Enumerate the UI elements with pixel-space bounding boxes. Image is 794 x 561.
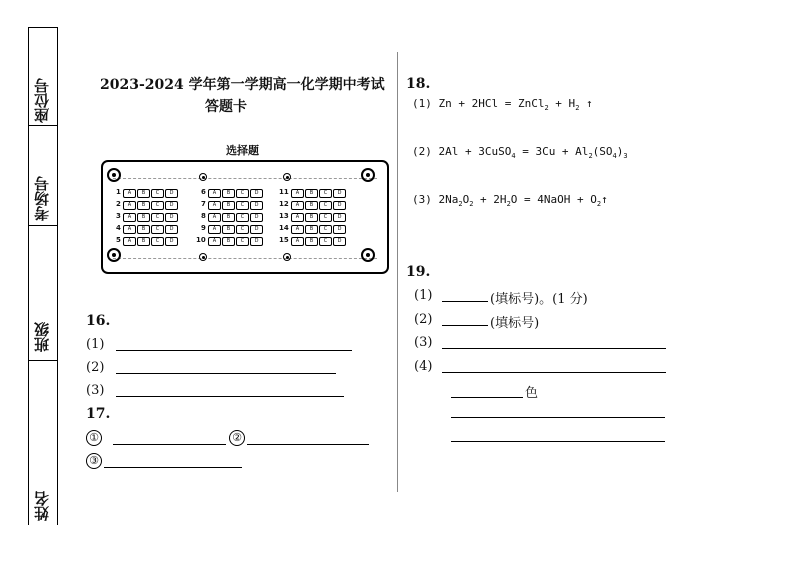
q18-eq1-sub: 2 [544,104,549,113]
answer-bubble-c[interactable]: C [319,237,332,246]
answer-bubble-a[interactable]: A [291,201,304,210]
answer-bubble-c[interactable]: C [236,213,249,222]
answer-bubble-d[interactable]: D [165,213,178,222]
choice-box [101,160,389,274]
q18-eq3-part: ↑ [601,193,608,206]
answer-bubble-d[interactable]: D [165,225,178,234]
answer-bubble-c[interactable]: C [151,201,164,210]
q16-item3-label: (3) [86,383,105,398]
timing-mark [199,253,207,261]
q18-eq3-part: O = 4NaOH + O [510,193,597,206]
q18-eq1-part: Zn + 2HCl = ZnCl [438,97,545,110]
answer-bubble-c[interactable]: C [236,225,249,234]
q17-answer3-line[interactable] [104,467,242,468]
q19-item1-text: (填标号)。(1 分) [490,292,588,307]
q17-item3-label: ③ [86,453,102,469]
answer-bubble-a[interactable]: A [208,213,221,222]
q16-answer2-line[interactable] [116,373,336,374]
class-cell [29,225,57,361]
q18-equation-1 [412,97,593,112]
q18-eq2-part: (SO [592,145,613,158]
answer-bubble-a[interactable]: A [208,189,221,198]
q16-answer3-line[interactable] [116,396,344,397]
answer-bubble-c[interactable]: C [151,189,164,198]
question-number: 8 [201,212,206,220]
q19-number: 19. [406,264,431,280]
answer-bubble-c[interactable]: C [236,201,249,210]
answer-bubble-a[interactable]: A [291,225,304,234]
answer-bubble-d[interactable]: D [250,189,263,198]
question-number: 9 [201,224,206,232]
answer-bubble-d[interactable]: D [165,201,178,210]
answer-bubble-c[interactable]: C [319,213,332,222]
question-number: 13 [279,212,289,220]
seat-cell [29,27,57,126]
question-number: 12 [279,200,289,208]
timing-mark [199,173,207,181]
registration-mark [361,248,375,262]
answer-bubble-d[interactable]: D [333,213,346,222]
q18-eq2-sub: 2 [588,152,593,161]
answer-bubble-b[interactable]: B [137,189,150,198]
q19-item2-label: (2) [414,312,433,327]
question-number: 14 [279,224,289,232]
question-number: 5 [116,236,121,244]
answer-bubble-a[interactable]: A [123,213,136,222]
timing-mark [283,253,291,261]
answer-bubble-d[interactable]: D [250,201,263,210]
question-number: 10 [196,236,206,244]
q18-eq3-sub: 2 [469,200,474,209]
class-label: 班级 [33,322,51,352]
answer-bubble-c[interactable]: C [319,189,332,198]
answer-bubble-b[interactable]: B [222,225,235,234]
answer-bubble-b[interactable]: B [137,201,150,210]
question-number: 2 [116,200,121,208]
exam-title: 2023-2024 学年第一学期高一化学期中考试 [100,77,385,93]
answer-bubble-b[interactable]: B [222,237,235,246]
exam-room-label: 考场号 [33,176,51,221]
q18-eq2-sub: 3 [623,152,628,161]
answer-bubble-c[interactable]: C [151,213,164,222]
q18-eq3-sub: 2 [458,200,463,209]
q16-item2-label: (2) [86,360,105,375]
q17-answer1-line[interactable] [113,444,226,445]
answer-bubble-b[interactable]: B [305,201,318,210]
q18-eq2-part: ) [616,145,624,158]
q18-eq1-label: (1) [412,97,432,110]
answer-bubble-a[interactable]: A [123,225,136,234]
q19-answer5-line[interactable] [451,417,665,418]
q18-eq1-part: + H [548,97,576,110]
answer-bubble-c[interactable]: C [236,189,249,198]
answer-bubble-d[interactable]: D [250,225,263,234]
q19-item1-label: (1) [414,288,433,303]
q19-answer2-line[interactable] [442,325,488,326]
q18-eq3-part: O [462,193,470,206]
answer-bubble-a[interactable]: A [123,189,136,198]
question-number: 6 [201,188,206,196]
binding-strip [28,27,58,525]
q18-equation-3 [412,193,608,208]
exam-subtitle: 答题卡 [205,99,247,115]
answer-bubble-a[interactable]: A [208,201,221,210]
name-cell [29,360,57,526]
name-label: 姓名 [33,491,51,521]
registration-mark [107,248,121,262]
question-number: 1 [116,188,121,196]
q19-color-line[interactable] [451,397,523,398]
q19-item3-label: (3) [414,335,433,350]
q18-eq3-label: (3) [412,193,432,206]
q18-eq3-part: 2Na [438,193,459,206]
q19-answer6-line[interactable] [451,441,665,442]
answer-bubble-d[interactable]: D [333,225,346,234]
q16-answer1-line[interactable] [116,350,352,351]
registration-mark [361,168,375,182]
answer-bubble-c[interactable]: C [236,237,249,246]
answer-bubble-a[interactable]: A [291,237,304,246]
answer-bubble-b[interactable]: B [305,189,318,198]
answer-bubble-d[interactable]: D [333,201,346,210]
answer-bubble-d[interactable]: D [250,237,263,246]
answer-bubble-a[interactable]: A [123,237,136,246]
q19-color-text: 色 [525,386,539,401]
answer-bubble-b[interactable]: B [222,189,235,198]
choice-bottom-dash [113,258,377,259]
q19-item2-text: (填标号) [490,316,540,331]
question-number: 11 [279,188,289,196]
timing-mark [283,173,291,181]
answer-bubble-c[interactable]: C [319,225,332,234]
answer-bubble-d[interactable]: D [165,189,178,198]
q18-eq1-sub: 2 [575,104,580,113]
answer-bubble-d[interactable]: D [165,237,178,246]
q16-number: 16. [86,313,111,329]
answer-bubble-d[interactable]: D [333,189,346,198]
exam-room-cell [29,125,57,226]
q18-number: 18. [406,76,431,92]
answer-bubble-d[interactable]: D [333,237,346,246]
column-divider [397,52,398,492]
question-number: 15 [279,236,289,244]
q18-eq2-sub: 4 [511,152,516,161]
choice-top-dash [113,178,377,179]
q17-item1-label: ① [86,430,102,446]
q19-answer1-line[interactable] [442,301,488,302]
q19-answer4-line[interactable] [442,372,666,373]
question-number: 3 [116,212,121,220]
answer-bubble-a[interactable]: A [208,237,221,246]
q16-item1-label: (1) [86,337,105,352]
answer-bubble-b[interactable]: B [222,201,235,210]
answer-bubble-a[interactable]: A [208,225,221,234]
answer-bubble-b[interactable]: B [137,213,150,222]
q18-eq3-sub: 2 [506,200,511,209]
question-number: 7 [201,200,206,208]
answer-bubble-b[interactable]: B [305,225,318,234]
q18-eq2-sub: 4 [612,152,617,161]
q18-eq2-part: = 3Cu + Al [515,145,589,158]
answer-bubble-c[interactable]: C [319,201,332,210]
answer-bubble-b[interactable]: B [305,237,318,246]
answer-bubble-b[interactable]: B [305,213,318,222]
registration-mark [107,168,121,182]
q17-number: 17. [86,406,111,422]
q18-eq2-part: 2Al + 3CuSO [438,145,512,158]
answer-bubble-c[interactable]: C [151,225,164,234]
answer-bubble-a[interactable]: A [291,189,304,198]
question-number: 4 [116,224,121,232]
answer-bubble-c[interactable]: C [151,237,164,246]
q18-eq3-part: + 2H [473,193,507,206]
q17-item2-label: ② [229,430,245,446]
answer-bubble-b[interactable]: B [137,237,150,246]
answer-bubble-a[interactable]: A [123,201,136,210]
q19-answer3-line[interactable] [442,348,666,349]
answer-bubble-b[interactable]: B [137,225,150,234]
q17-answer2-line[interactable] [247,444,369,445]
answer-bubble-b[interactable]: B [222,213,235,222]
answer-bubble-d[interactable]: D [250,213,263,222]
q18-equation-2 [412,145,628,160]
choice-title: 选择题 [226,144,259,157]
answer-bubble-a[interactable]: A [291,213,304,222]
q19-item4-label: (4) [414,359,433,374]
q18-eq1-part: ↑ [579,97,593,110]
seat-label: 座位号 [33,78,51,123]
q18-eq3-sub: 2 [596,200,602,209]
q18-eq2-label: (2) [412,145,432,158]
